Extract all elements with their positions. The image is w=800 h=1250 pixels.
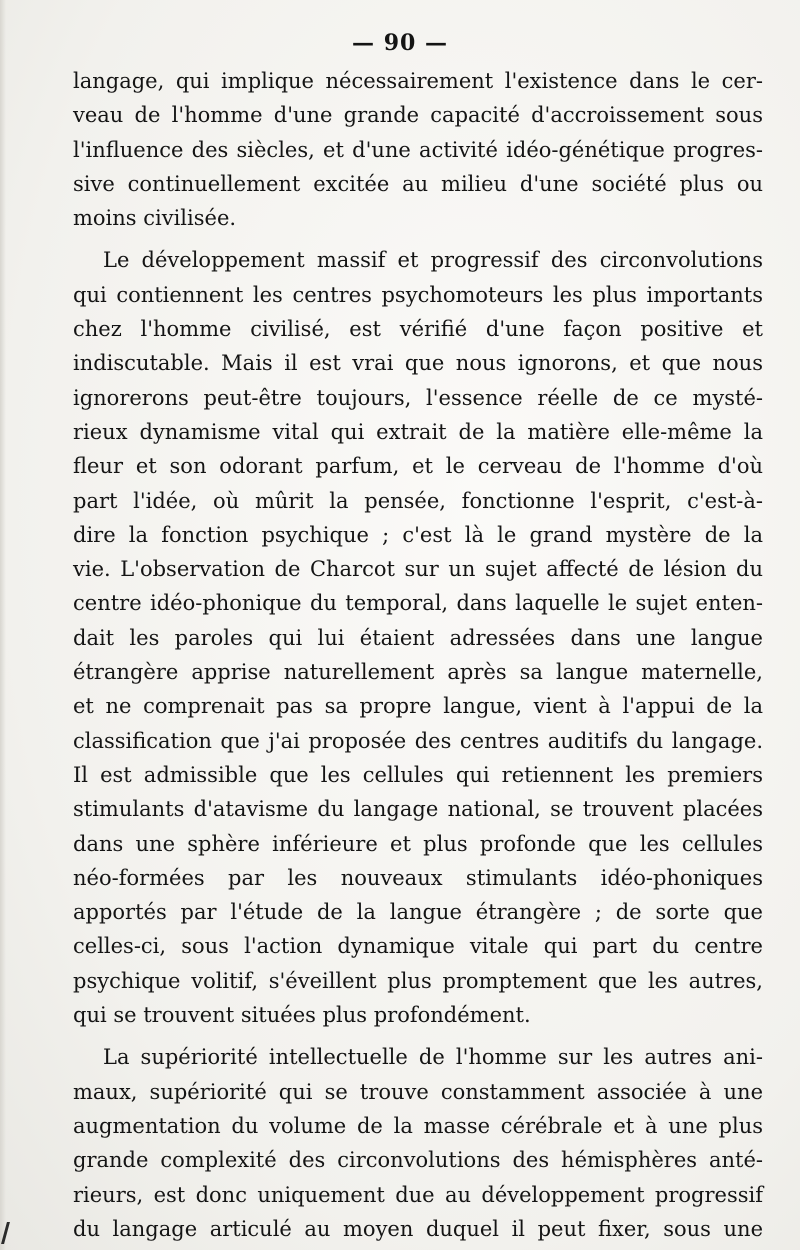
text-line: qui se trouvent situées plus profondément. (73, 1003, 531, 1028)
text-line: langage, qui implique nécessairement l'existence dans le cer- (73, 69, 763, 93)
text-line: Il est admissible que les cellules qui retiennent les premiers (73, 762, 763, 787)
text-line: classification que j'ai proposée des centres auditifs du langage. (73, 728, 763, 753)
paragraph-2 (73, 243, 763, 1032)
text-line: indiscutable. Mais il est vrai que nous ignorons, et que nous (73, 351, 763, 376)
text-line: augmentation du volume de la masse cérébrale et à une plus (73, 1113, 763, 1138)
text-line: ignorerons peut-être toujours, l'essence réelle de ce mysté- (73, 385, 763, 410)
text-line: stimulants d'atavisme du langage national, se trouvent placées (73, 797, 763, 822)
text-line: apportés par l'étude de la langue étrangère ; de sorte que (73, 900, 763, 925)
text-line: part l'idée, où mûrit la pensée, fonctionne l'esprit, c'est-à- (73, 488, 763, 513)
text-line: chez l'homme civilisé, est vérifié d'une façon positive et (73, 317, 763, 342)
text-line: étrangère apprise naturellement après sa langue maternelle, (73, 660, 763, 685)
text-line: psychique volitif, s'éveillent plus promptement que les autres, (73, 968, 763, 993)
text-line: l'influence des siècles, et d'une activité idéo-génétique progres- (73, 137, 763, 162)
text-line: et ne comprenait pas sa propre langue, vient à l'appui de la (73, 694, 763, 719)
text-line: dans une sphère inférieure et plus profonde que les cellules (73, 831, 763, 856)
paragraph-3 (73, 1040, 763, 1246)
text-line: veau de l'homme d'une grande capacité d'accroissement sous (73, 103, 763, 128)
text-line: Le développement massif et progressif des circonvolutions (103, 248, 763, 273)
page-edge-shadow (0, 0, 6, 1250)
text-line: fleur et son odorant parfum, et le cerveau de l'homme d'où (73, 454, 763, 479)
text-line: centre idéo-phonique du temporal, dans laquelle le sujet enten- (73, 591, 763, 616)
text-line: maux, supériorité qui se trouve constamment associée à une (73, 1079, 763, 1104)
text-line: qui contiennent les centres psychomoteurs les plus importants (73, 282, 763, 307)
text-line: celles-ci, sous l'action dynamique vitale qui part du centre (73, 934, 763, 959)
text-line: rieux dynamisme vital qui extrait de la matière elle-même la (73, 419, 763, 444)
text-line: rieurs, est donc uniquement due au développement progressif (73, 1182, 763, 1207)
page-number: — 90 — (352, 30, 448, 56)
text-line: grande complexité des circonvolutions des hémisphères anté- (73, 1148, 763, 1173)
text-line: vie. L'observation de Charcot sur un sujet affecté de lésion du (73, 557, 763, 582)
text-line: dire la fonction psychique ; c'est là le grand mystère de la (73, 522, 763, 547)
text-line: néo-formées par les nouveaux stimulants idéo-phoniques (73, 865, 763, 890)
text-line: du langage articulé au moyen duquel il peut fixer, sous une (73, 1216, 763, 1241)
body-text (73, 64, 763, 1246)
text-line: sive continuellement excitée au milieu d'une société plus ou (73, 171, 763, 196)
text-line: moins civilisée. (73, 206, 237, 231)
text-line: dait les paroles qui lui étaient adressées dans une langue (73, 625, 763, 650)
text-line: La supériorité intellectuelle de l'homme sur les autres ani- (103, 1045, 763, 1070)
paragraph-1 (73, 64, 763, 235)
